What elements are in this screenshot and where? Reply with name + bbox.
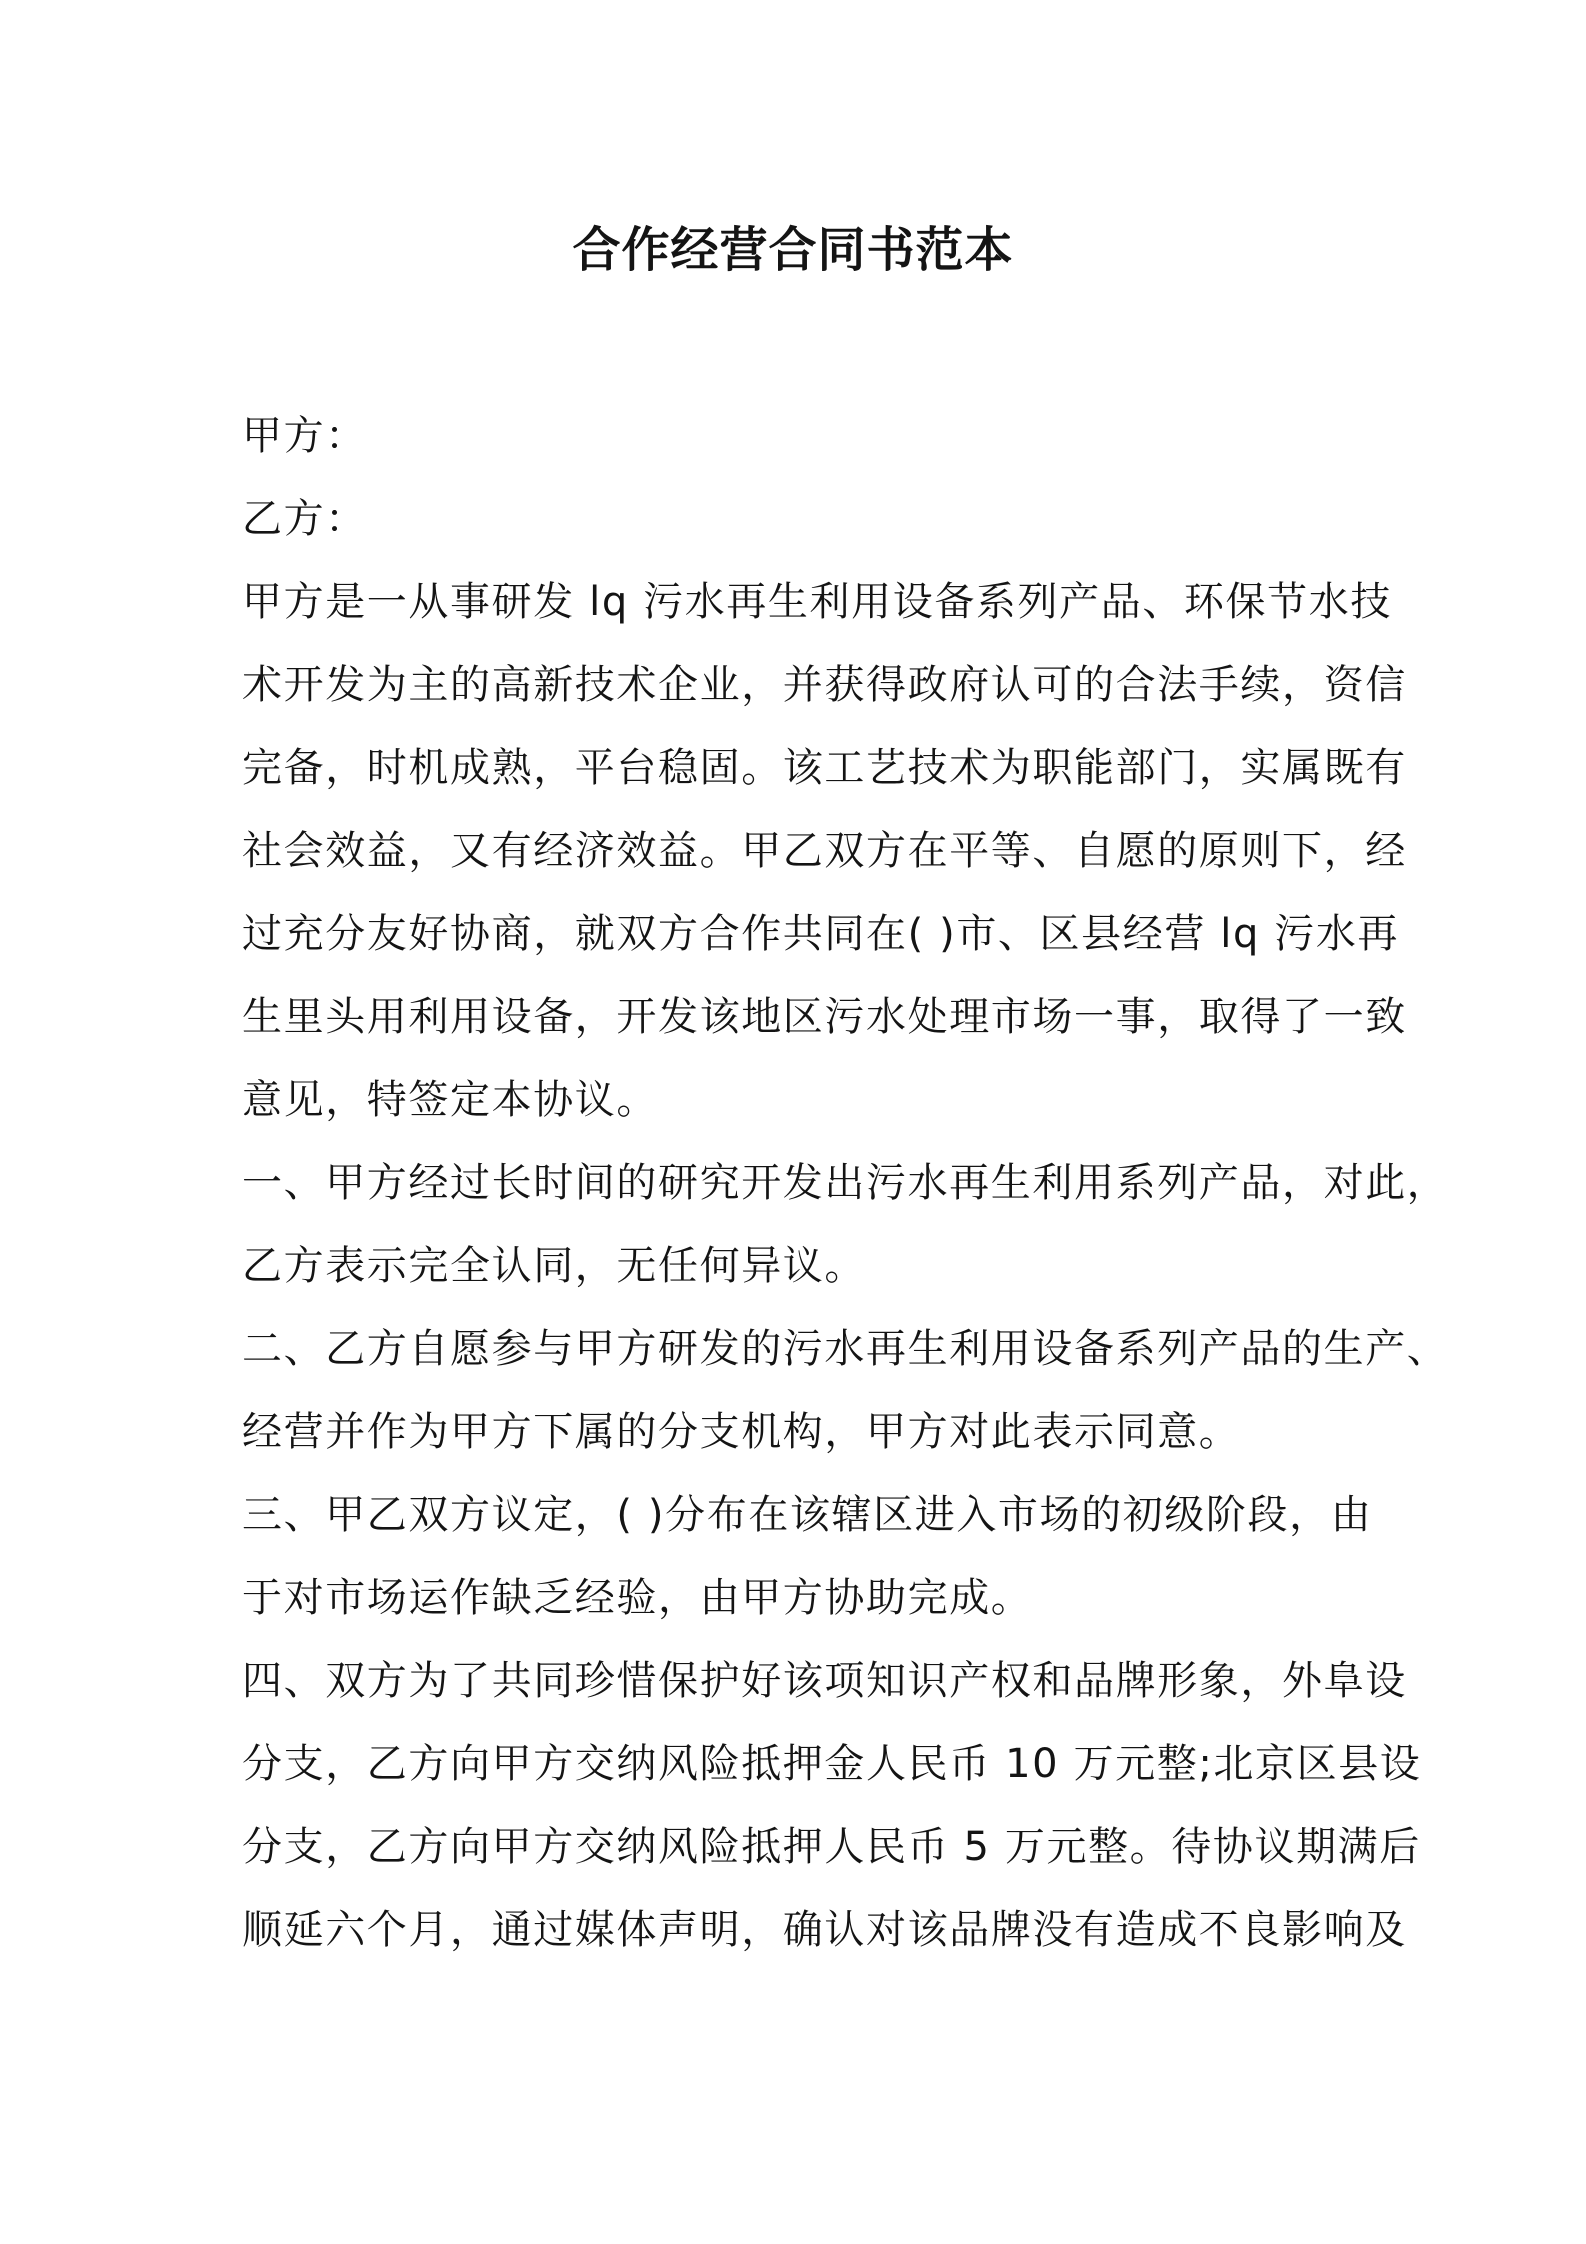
clause-3-line: 三、甲乙双方议定，( )分布在该辖区进入市场的初级阶段，由	[242, 1492, 1373, 1538]
text-line: 术开发为主的高新技术企业，并获得政府认可的合法手续，资信	[242, 662, 1407, 708]
clause-4-line: 分支，乙方向甲方交纳风险抵押金人民币 10 万元整;北京区县设	[242, 1741, 1422, 1787]
clause-4-line: 四、双方为了共同珍惜保护好该项知识产权和品牌形象，外阜设	[242, 1658, 1407, 1704]
clause-3-line: 于对市场运作缺乏经验，由甲方协助完成。	[242, 1575, 1033, 1621]
text-line: 生里头用利用设备，开发该地区污水处理市场一事，取得了一致	[242, 994, 1407, 1040]
text-line: 意见，特签定本协议。	[242, 1077, 658, 1123]
clause-2-line: 经营并作为甲方下属的分支机构，甲方对此表示同意。	[242, 1409, 1241, 1455]
document-body	[242, 395, 1449, 1972]
document-title: 合作经营合同书范本	[572, 222, 1014, 278]
clause-2-line: 二、乙方自愿参与甲方研发的污水再生利用设备系列产品的生产、	[242, 1326, 1449, 1372]
clause-1-line: 乙方表示完全认同，无任何异议。	[242, 1243, 866, 1289]
text-line: 社会效益，又有经济效益。甲乙双方在平等、自愿的原则下，经	[242, 828, 1407, 874]
text-line: 过充分友好协商，就双方合作共同在( )市、区县经营 lq 污水再	[242, 911, 1400, 957]
party-a-line: 甲方：	[242, 413, 367, 459]
clause-4-line: 顺延六个月，通过媒体声明，确认对该品牌没有造成不良影响及	[242, 1907, 1407, 1953]
text-line: 甲方是一从事研发 lq 污水再生利用设备系列产品、环保节水技	[242, 579, 1392, 625]
clause-1-line: 一、甲方经过长时间的研究开发出污水再生利用系列产品，对此，	[242, 1160, 1449, 1206]
text-line: 完备，时机成熟，平台稳固。该工艺技术为职能部门，实属既有	[242, 745, 1407, 791]
party-b-line: 乙方：	[242, 496, 367, 542]
clause-4-line: 分支，乙方向甲方交纳风险抵押人民币 5 万元整。待协议期满后	[242, 1824, 1421, 1870]
